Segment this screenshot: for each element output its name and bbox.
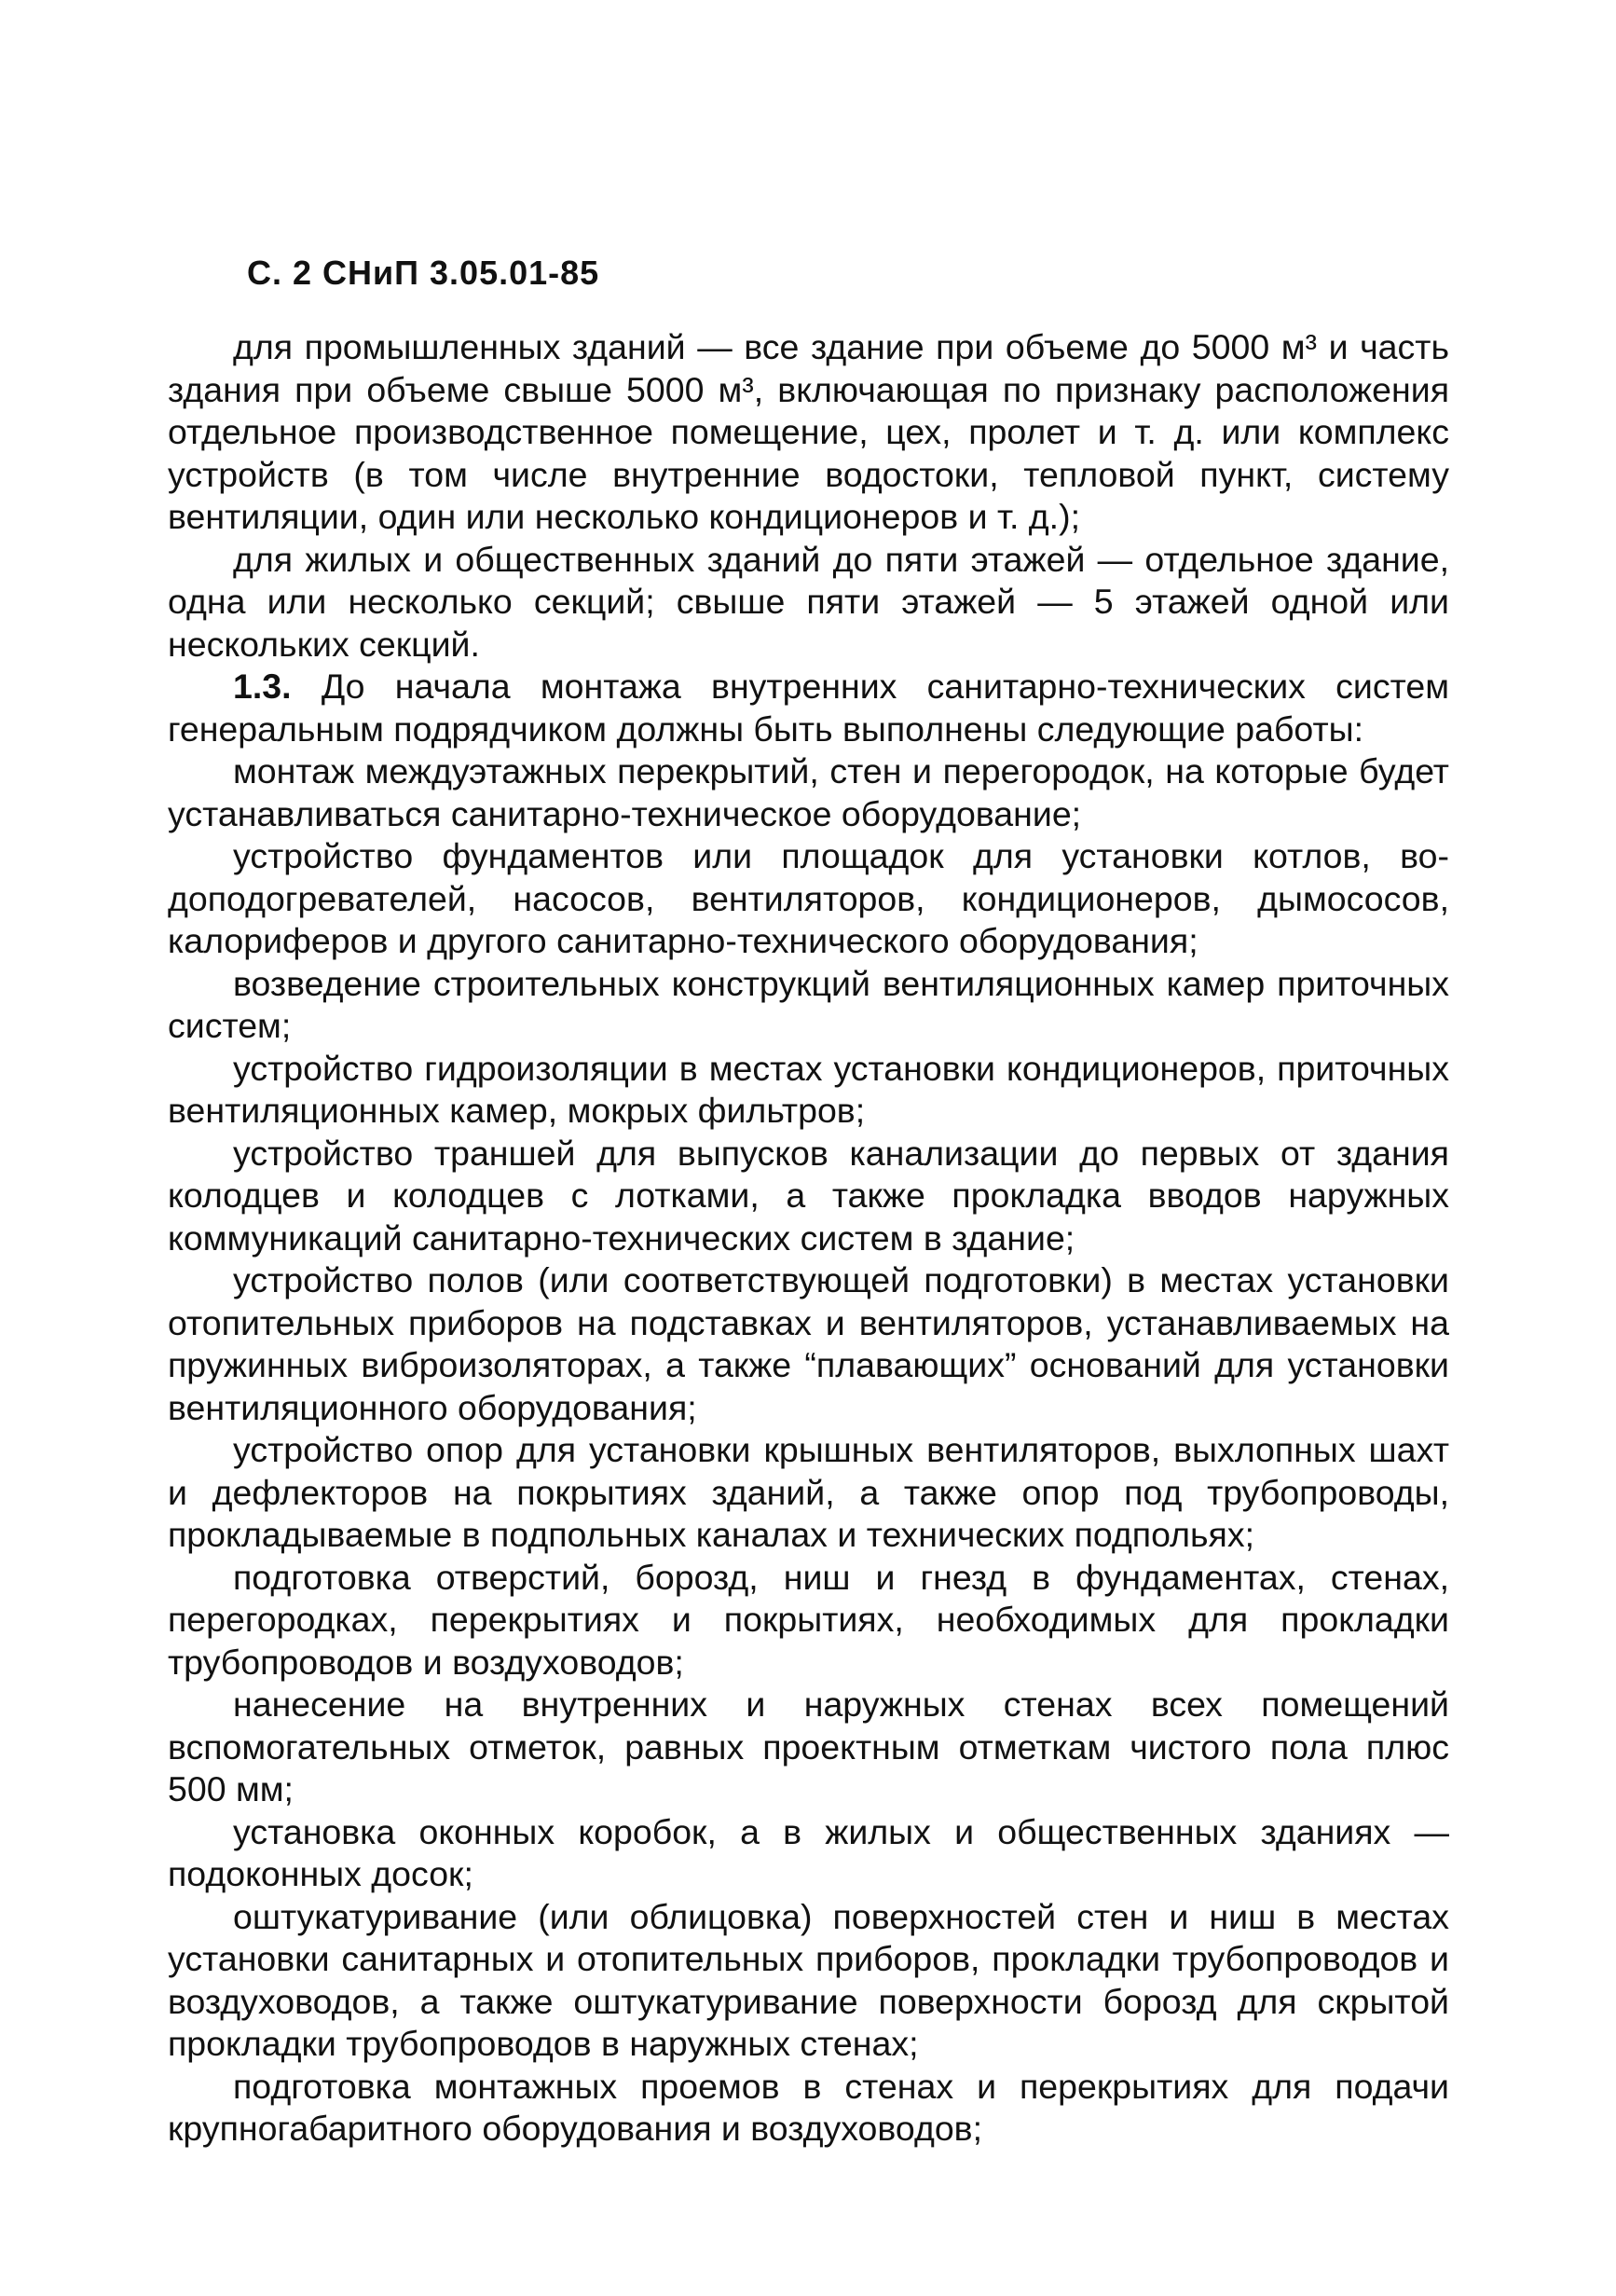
clause-number: 1.3. xyxy=(233,667,292,706)
list-item: монтаж междуэтажных перекрытий, стен и перегородок, на которые будет устанавливаться санитарно-техническое оборудование; xyxy=(168,751,1449,833)
paragraph-clause-1-3 xyxy=(168,666,1449,750)
body-text xyxy=(168,326,1449,2151)
list-item: возведение строительных конструкций вентиляционных камер приточных систем; xyxy=(168,963,1449,1045)
list-item: оштукатуривание (или облицовка) поверхностей стен и ниш в местах установки санитарных и отопительных приборов, прокладки трубопроводов и воздуховодов, а также оштукатуривание поверхности борозд для скрытой прокладки трубопроводов в наружных стенах; xyxy=(168,1896,1449,2063)
clause-text: До начала монтажа внутренних санитарно-технических систем генеральным подрядчиком должны быть выполнены следующие работы: xyxy=(168,667,1449,749)
list-item: устройство фундаментов или площадок для установки котлов, водоподогревателей, насосов, вентиляторов, кондиционеров, дымососов, калориферов и другого санитарно-технического оборудования; xyxy=(168,836,1449,960)
paragraph: для промышленных зданий — все здание при объеме до 5000 м³ и часть здания при объеме свыше 5000 м³, включающая по признаку расположения отдельное производственное помещение, цех, пролет и т. д. или комплекс устройств (в том числе внутренние водостоки, тепловой пункт, систему вентиляции, один или несколько кондиционеров и т. д.); xyxy=(168,327,1449,536)
list-item: устройство гидроизоляции в местах установки кондиционеров, приточных вентиляционных камер, мокрых фильтров; xyxy=(168,1048,1449,1130)
list-item: нанесение на внутренних и наружных стенах всех помещений вспомогательных отметок, равных проектным отметкам чистого пола плюс 500 мм; xyxy=(168,1684,1449,1808)
page-header: С. 2 СНиП 3.05.01-85 xyxy=(247,254,600,292)
list-item: устройство траншей для выпусков канализации до первых от здания колодцев и колодцев с лотками, а также прокладка вводов наружных коммуникаций санитарно-технических систем в здание; xyxy=(168,1133,1449,1258)
list-item: подготовка отверстий, борозд, ниш и гнезд в фундаментах, стенах, перегородках, перекрытиях и покрытиях, необходимых для прокладки трубопроводов и воздуховодов; xyxy=(168,1557,1449,1682)
list-item: устройство полов (или соответствующей подготовки) в местах установки отопительных приборов на подставках и вентиляторов, устанавливаемых на пружинных виброизоляторах, а также “плавающих” оснований для установки вентиляционного оборудования; xyxy=(168,1260,1449,1427)
list-item: установка оконных коробок, а в жилых и общественных зданиях — подоконных досок; xyxy=(168,1811,1449,1893)
list-item: подготовка монтажных проемов в стенах и перекрытиях для подачи крупногабаритного оборудования и воздуховодов; xyxy=(168,2066,1449,2148)
paragraph: для жилых и общественных зданий до пяти этажей — отдельное здание, одна или несколько секций; свыше пяти этажей — 5 этажей одной или нескольких секций. xyxy=(168,539,1449,664)
list-item: устройство опор для установки крышных вентиляторов, выхлопных шахт и дефлекторов на покрытиях зданий, а также опор под трубопроводы, прокладываемые в подпольных каналах и технических подпольях; xyxy=(168,1430,1449,1554)
